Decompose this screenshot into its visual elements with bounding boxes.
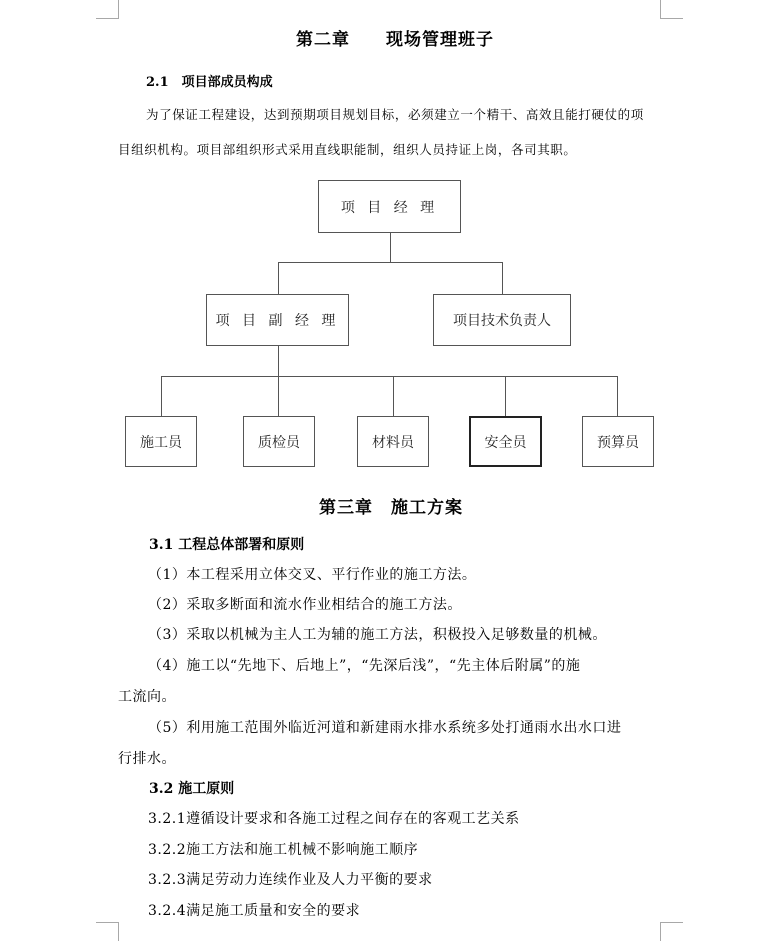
connector: [161, 376, 618, 377]
list-item: （5）利用施工范围外临近河道和新建雨水排水系统多处打通雨水出水口进: [148, 720, 622, 736]
org-box-tech-lead: 项目技术负责人: [433, 294, 571, 346]
connector: [505, 376, 506, 416]
org-box-quality-inspector: 质检员: [243, 416, 315, 467]
org-box-budget-officer: 预算员: [582, 416, 654, 467]
connector: [161, 376, 162, 416]
connector: [278, 262, 279, 294]
page-corner-mark-bottom-left: [96, 922, 119, 941]
connector: [393, 376, 394, 416]
paragraph-line-2: 目组织机构。项目部组织形式采用直线职能制，组织人员持证上岗，各司其职。: [118, 142, 577, 157]
section-3-2-heading: 3.2 施工原则: [149, 781, 235, 797]
connector: [390, 232, 391, 262]
connector: [617, 376, 618, 416]
page-corner-mark-top-right: [660, 0, 683, 19]
list-item: （3）采取以机械为主人工为辅的施工方法，积极投入足够数量的机械。: [148, 627, 607, 643]
list-item: （1）本工程采用立体交叉、平行作业的施工方法。: [148, 567, 477, 583]
list-item: （2）采取多断面和流水作业相结合的施工方法。: [148, 597, 462, 613]
principle-item: 3.2.1遵循设计要求和各施工过程之间存在的客观工艺关系: [148, 811, 520, 827]
list-item-continued: 工流向。: [118, 689, 176, 705]
principle-item: 3.2.2施工方法和施工机械不影响施工顺序: [148, 842, 419, 858]
org-box-safety-officer: 安全员: [469, 416, 542, 467]
principle-item: 3.2.4满足施工质量和安全的要求: [148, 903, 361, 919]
connector: [278, 346, 279, 376]
connector: [278, 376, 279, 416]
principle-item: 3.2.3满足劳动力连续作业及人力平衡的要求: [148, 872, 433, 888]
connector: [502, 262, 503, 294]
page-corner-mark-bottom-right: [660, 922, 683, 941]
chapter3-title: 第三章 施工方案: [319, 498, 463, 518]
connector: [278, 262, 503, 263]
org-box-material-clerk: 材料员: [357, 416, 429, 467]
org-box-deputy-manager: 项 目 副 经 理: [206, 294, 349, 346]
org-box-project-manager: 项 目 经 理: [318, 180, 461, 233]
page-corner-mark-top-left: [96, 0, 119, 19]
list-item: （4）施工以“先地下、后地上”，“先深后浅”，“先主体后附属”的施: [148, 658, 581, 674]
paragraph-line-1: 为了保证工程建设，达到预期项目规划目标，必须建立一个精干、高效且能打硬仗的项: [146, 107, 644, 122]
section-2-1-heading: 2.1 项目部成员构成: [146, 75, 273, 90]
org-box-construction-worker: 施工员: [125, 416, 197, 467]
chapter2-title: 第二章 现场管理班子: [296, 30, 494, 50]
section-3-1-heading: 3.1 工程总体部署和原则: [149, 537, 305, 553]
list-item-continued: 行排水。: [118, 751, 176, 767]
